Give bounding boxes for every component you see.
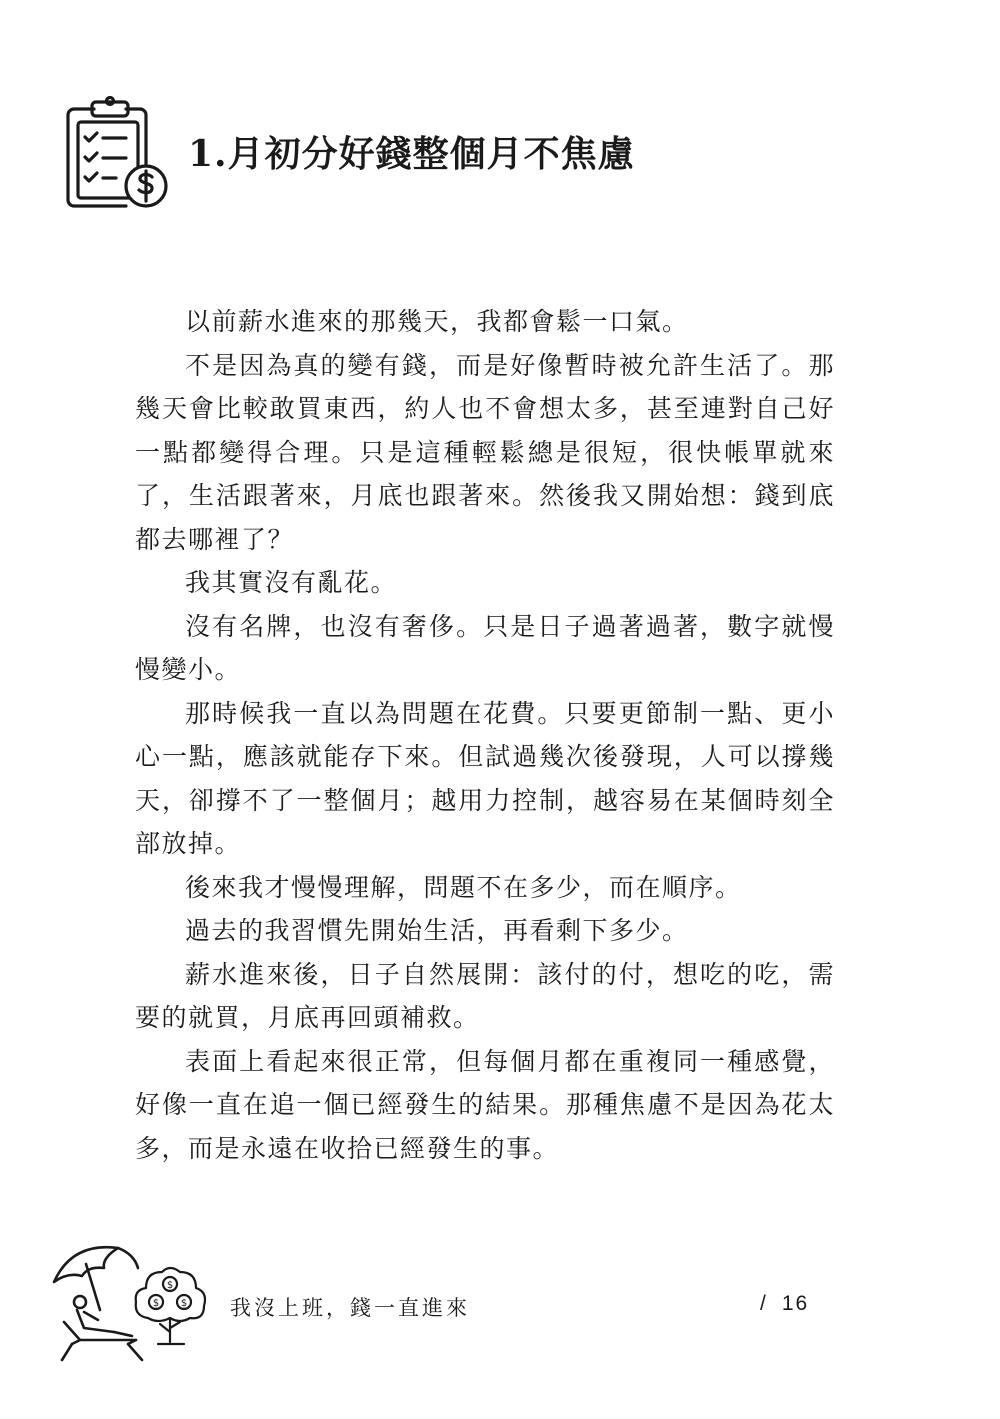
page-separator: / — [760, 1292, 768, 1315]
page-number-value: 16 — [781, 1292, 810, 1315]
paragraph: 我其實沒有亂花。 — [185, 568, 398, 597]
svg-text:$: $ — [180, 1298, 188, 1309]
paragraph: 那時候我一直以為問題在花費。只要更節制一點、更小心一點，應該就能存下來。但試過幾次後發現，人可以撐幾天，卻撐不了一整個月；越用力控制，越容易在某個時刻全部放掉。 — [135, 698, 835, 858]
page-number — [760, 1292, 809, 1316]
paragraph: 過去的我習慣先開始生活，再看剩下多少。 — [185, 916, 689, 945]
svg-text:$: $ — [166, 1280, 174, 1291]
money-tree-icon — [130, 1262, 210, 1348]
paragraph: 薪水進來後，日子自然展開：該付的付，想吃的吃，需要的就買，月底再回頭補救。 — [135, 959, 835, 1032]
paragraph: 後來我才慢慢理解，問題不在多少，而在順序。 — [185, 872, 742, 902]
svg-text:$: $ — [152, 1298, 160, 1309]
paragraph: 表面上看起來很正常，但每個月都在重複同一種感覺，好像一直在追一個已經發生的結果。那種焦慮不是因為花太多，而是永遠在收拾已經發生的事。 — [135, 1046, 835, 1163]
paragraph: 沒有名牌，也沒有奢侈。只是日子過著過著，數字就慢慢變小。 — [135, 611, 835, 684]
paragraph: 以前薪水進來的那幾天，我都會鬆一口氣。 — [185, 307, 689, 336]
paragraph: 不是因為真的變有錢，而是好像暫時被允許生活了。那幾天會比較敢買東西，約人也不會想太多，甚至連對自己好一點都變得合理。只是這種輕鬆總是很短，很快帳單就來了，生活跟著來，月底也跟著來。然後我又開始想：錢到底都去哪裡了？ — [135, 350, 835, 554]
chapter-title: 1.月初分好錢整個月不焦慮 — [188, 133, 635, 175]
running-footer-book-title: 我沒上班，錢一直進來 — [230, 1296, 470, 1320]
body-text — [135, 300, 835, 1170]
clipboard-checklist-dollar-icon — [60, 96, 172, 212]
